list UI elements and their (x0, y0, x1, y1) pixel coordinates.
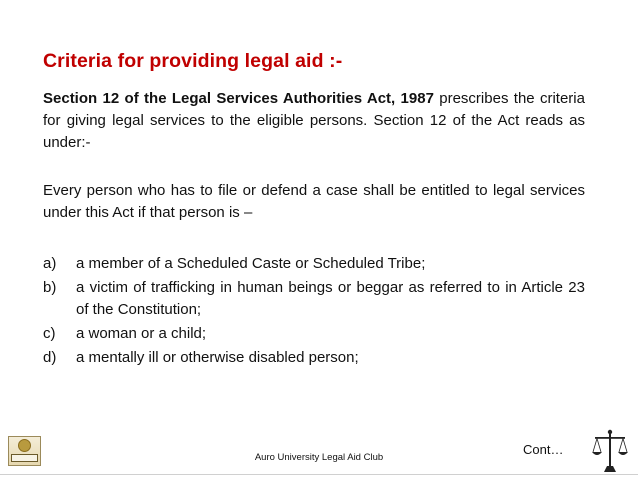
criteria-item-b (43, 277, 585, 321)
act-reference: Section 12 of the Legal Services Authorities Act, 1987 (43, 90, 434, 107)
criteria-text: a victim of trafficking in human beings or beggar as referred to in Article 23 of the Constitution; (76, 279, 585, 318)
criteria-marker: a) (43, 255, 57, 272)
criteria-item-d (43, 347, 585, 369)
criteria-text: a woman or a child; (76, 325, 207, 342)
criteria-marker: c) (43, 325, 56, 342)
eligibility-paragraph: Every person who has to file or defend a case shall be entitled to legal services under this Act if that person is – (43, 182, 585, 221)
criteria-item-c (43, 323, 585, 345)
intro-rest: prescribes the criteria for giving legal services to the eligible persons. Section 12 of the Act reads as under:- (43, 90, 585, 151)
scales-of-justice-icon (591, 428, 629, 474)
slide-title: Criteria for providing legal aid :- (43, 50, 343, 72)
criteria-text: a mentally ill or otherwise disabled person; (76, 349, 359, 366)
criteria-marker: b) (43, 279, 57, 296)
criteria-marker: d) (43, 349, 57, 366)
criteria-item-a (43, 253, 585, 275)
logo-emblem (18, 439, 31, 452)
criteria-list (43, 253, 585, 371)
footer-club-name: Auro University Legal Aid Club (254, 452, 384, 463)
criteria-text: a member of a Scheduled Caste or Scheduled Tribe; (76, 255, 426, 272)
continuation-label: Cont… (523, 442, 564, 457)
intro-paragraph (43, 88, 585, 154)
